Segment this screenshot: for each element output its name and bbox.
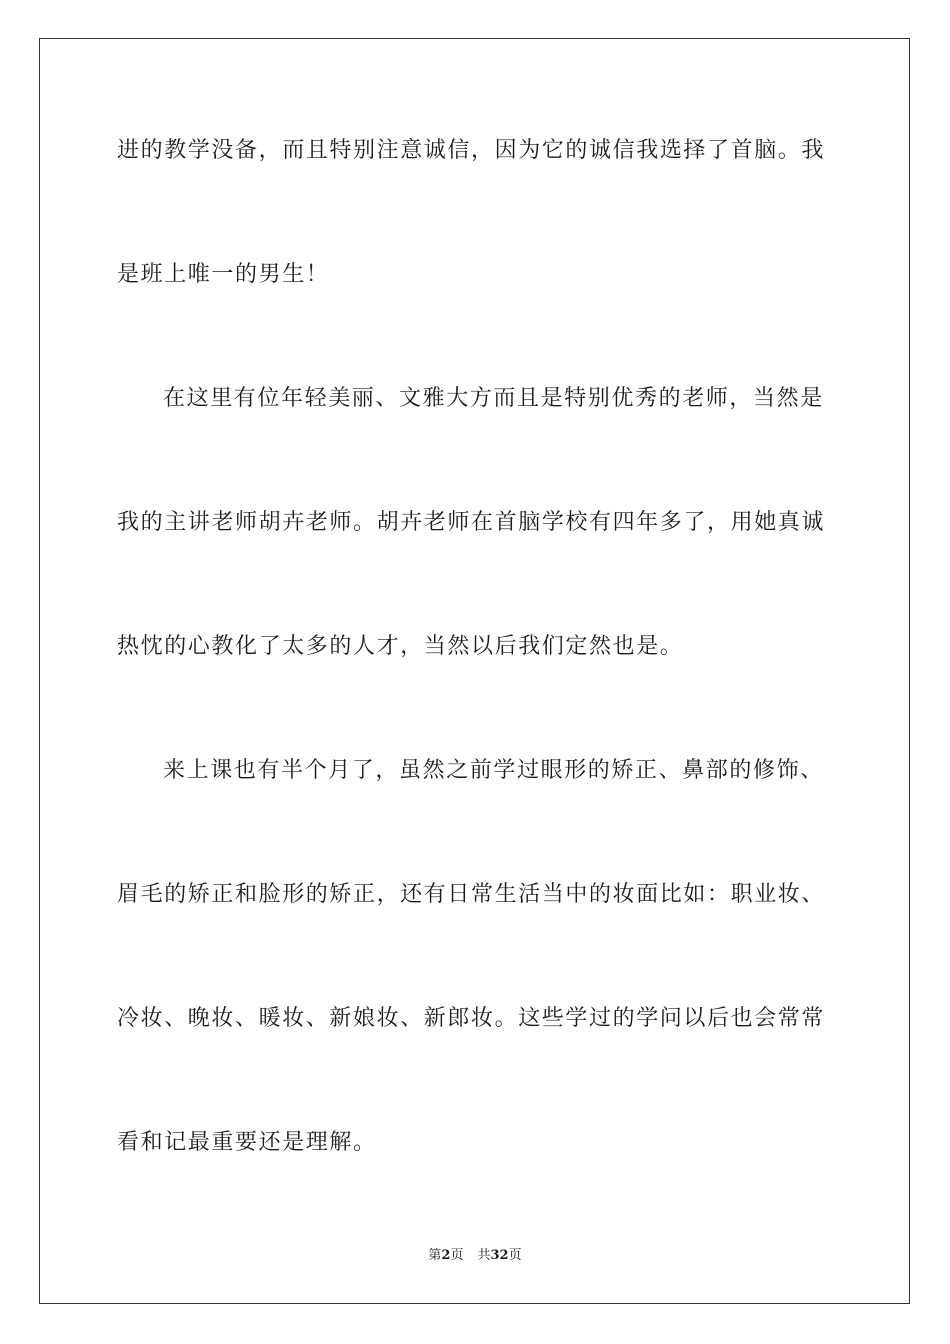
text-line-2: 是班上唯一的男生！	[117, 262, 330, 287]
paragraph-3-line-1: 来上课也有半个月了，虽然之前学过眼形的矫正、鼻部的修饰、	[163, 758, 824, 783]
paragraph-3-line-3: 冷妆、晚妆、暖妆、新娘妆、新郎妆。这些学过的学问以后也会常常	[117, 1006, 826, 1031]
page-prefix: 第	[428, 1248, 442, 1263]
page-suffix: 页	[450, 1248, 464, 1263]
total-prefix: 共	[477, 1248, 491, 1263]
page-footer	[0, 1247, 950, 1265]
paragraph-2-line-3: 热忱的心教化了太多的人才，当然以后我们定然也是。	[117, 634, 684, 659]
total-page-count: 32	[490, 1248, 509, 1263]
paragraph-3-line-4: 看和记最重要还是理解。	[117, 1130, 377, 1155]
paragraph-3-line-2: 眉毛的矫正和脸形的矫正，还有日常生活当中的妆面比如：职业妆、	[117, 882, 826, 907]
current-page-number: 2	[441, 1248, 451, 1263]
text-line-1: 进的教学没备，而且特别注意诚信，因为它的诚信我选择了首脑。我	[117, 138, 826, 163]
paragraph-2-line-1: 在这里有位年轻美丽、文雅大方而且是特别优秀的老师，当然是	[163, 386, 824, 411]
total-suffix: 页	[508, 1248, 522, 1263]
paragraph-2-line-2: 我的主讲老师胡卉老师。胡卉老师在首脑学校有四年多了，用她真诚	[117, 510, 826, 535]
page-frame	[39, 38, 910, 1304]
